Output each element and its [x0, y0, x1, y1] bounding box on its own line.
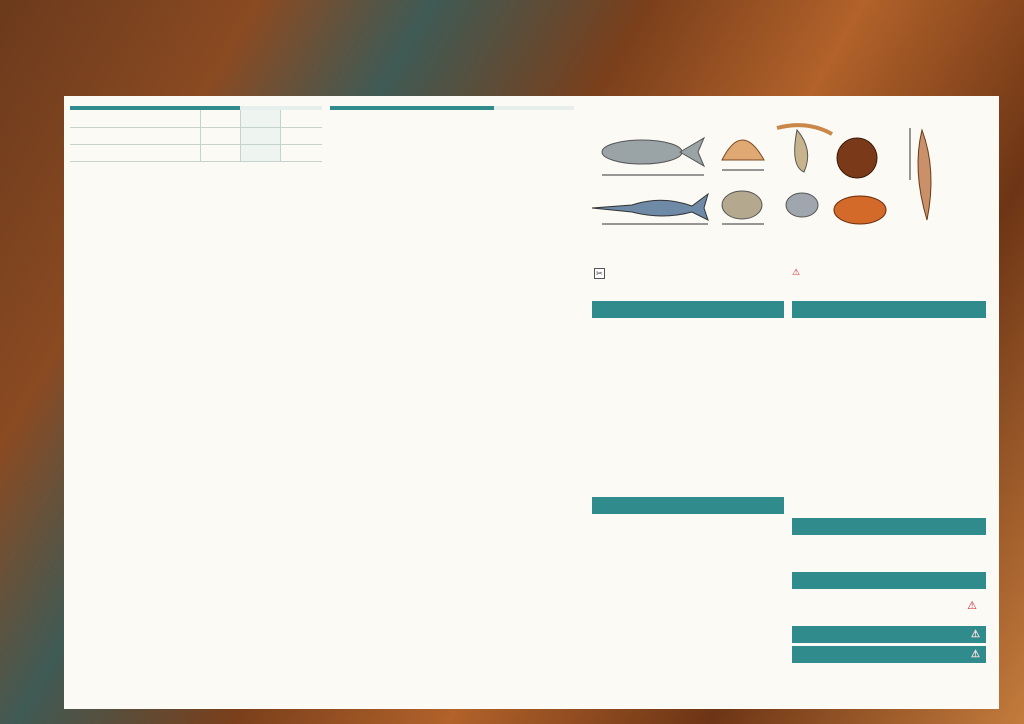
species-name-cell [70, 127, 200, 144]
lobster-icon [910, 128, 931, 220]
warning-icon[interactable]: ⚠ [967, 600, 977, 612]
species-name-cell [70, 110, 200, 127]
daily-quota [280, 110, 322, 127]
legal-size [200, 144, 240, 161]
scissors-icon: ✂ [596, 269, 603, 278]
sea-urchin-icon [837, 138, 877, 178]
species-table-middle [330, 106, 574, 110]
echinodermes-table [792, 518, 986, 535]
mollusques-table-left [592, 497, 784, 514]
oyster-icon [722, 191, 764, 224]
legal-size [200, 127, 240, 144]
content-panel [64, 96, 999, 709]
warning-icon[interactable]: ⚠ [971, 629, 980, 640]
mollusques-col-header [712, 497, 784, 514]
mollusques-table-right [792, 301, 986, 318]
bio-size [240, 110, 280, 127]
header-quotas [534, 106, 574, 110]
bio-size [240, 144, 280, 161]
species-row [70, 144, 322, 161]
shrimp-icon [777, 125, 832, 134]
species-name-cell [70, 144, 200, 161]
swordfish-icon [592, 194, 708, 224]
warning-icon[interactable]: ⚠ [792, 267, 801, 277]
header-mailles-bio [494, 106, 534, 110]
mollusques-title [792, 301, 914, 318]
echinodermes-title [792, 518, 914, 535]
header-mailles-legales [454, 106, 494, 110]
species-table-left [70, 106, 322, 162]
measure-side-note [954, 132, 966, 202]
echinodermes-col-header [914, 518, 986, 535]
mollusques-title [592, 497, 712, 514]
header-tailles [330, 108, 454, 110]
bio-size [240, 127, 280, 144]
finistere-link[interactable] [792, 626, 986, 643]
warning-icon[interactable]: ⚠ [971, 649, 980, 660]
marine-organisms-illustration [592, 120, 952, 230]
species-row [70, 127, 322, 144]
especes-protegees-header [792, 572, 986, 589]
crustaces-col-header [712, 301, 784, 318]
manche-link[interactable] [792, 646, 986, 663]
crustaces-title [592, 301, 712, 318]
clam-icon [786, 193, 818, 217]
fish-icon [602, 138, 704, 175]
daily-quota [280, 127, 322, 144]
sidebar-banner [0, 0, 58, 724]
daily-quota [280, 144, 322, 161]
species-row [70, 110, 322, 127]
whelk-icon [795, 130, 808, 172]
crustaces-table [592, 301, 784, 318]
scallop-icon [722, 140, 764, 170]
crab-icon [834, 196, 886, 224]
mollusques-col-header [914, 301, 986, 318]
legal-size [200, 110, 240, 127]
